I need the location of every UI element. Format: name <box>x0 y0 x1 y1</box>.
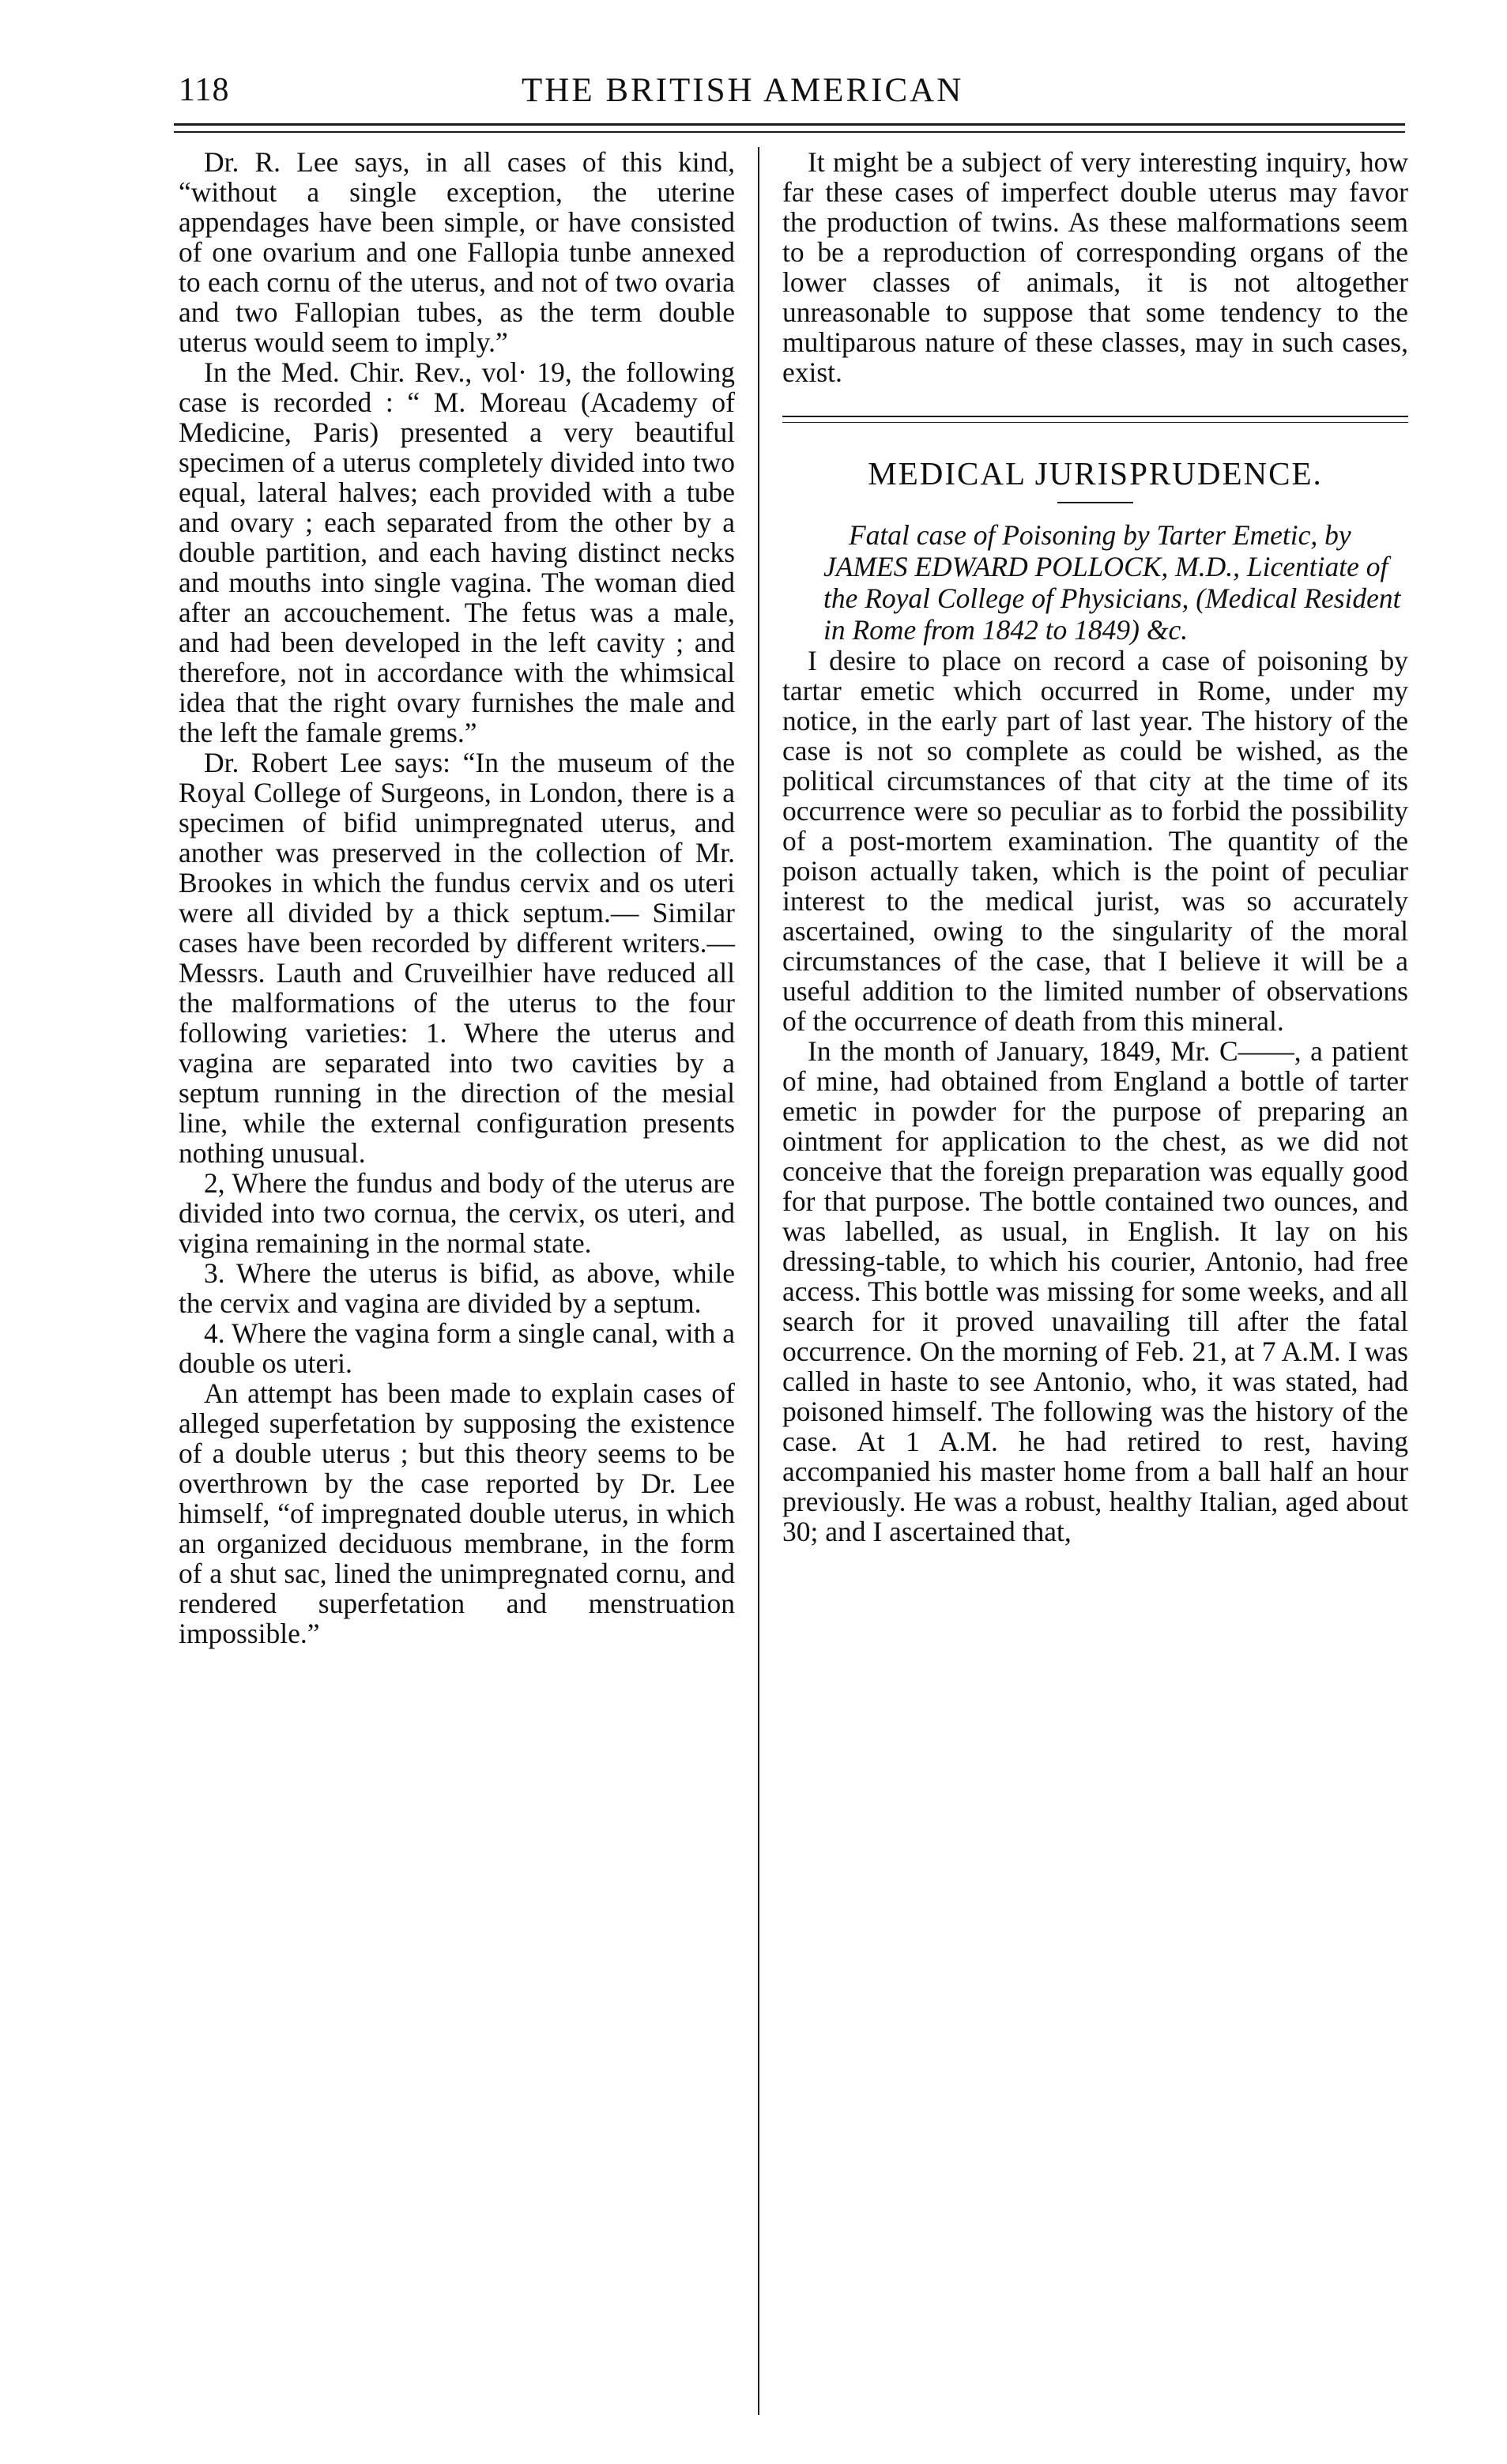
left-paragraph: An attempt has been made to explain cases of alleged superfetation by supposing the existence of a double uterus ; but this theory seems to be overthrown by the case reported by Dr. Lee himself, “of impregnated double uterus, in which an organized deciduous membrane, in the form of a shut sac, lined the unimpregnated cornu, and rendered superfetation and menstruation impossible.” <box>179 1377 735 1649</box>
left-paragraph: 4. Where the vagina form a single canal, with a double os uteri. <box>179 1317 735 1379</box>
left-paragraph: 2, Where the fundus and body of the uterus are divided into two cornua, the cervix, os uteri, and vigina remaining in the normal state. <box>179 1167 735 1259</box>
running-title: THE BRITISH AMERICAN <box>522 72 964 109</box>
article-paragraph: In the month of January, 1849, Mr. C——, a patient of mine, had obtained from England a bottle of tarter emetic in powder for the purpose of preparing an ointment for application to the chest, as we did not conceive that the foreign preparation was equally good for that purpose. The bottle contained two ounces, and was labelled, as usual, in English. It lay on his dressing-table, to which his courier, Antonio, had free access. This bottle was missing for some weeks, and all search for it proved unavailing till after the fatal occurrence. On the morning of Feb. 21, at 7 A.M. I was called in haste to see Antonio, who, it was stated, had poisoned himself. The following was the history of the case. At 1 A.M. he had retired to rest, having accompanied his master home from a ball half an hour previously. He was a robust, healthy Italian, aged about 30; and I ascertained that, <box>782 1035 1408 1547</box>
article-paragraph: I desire to place on record a case of poisoning by tartar emetic which occurred in Rome, under my notice, in the early part of last year. The history of the case is not so complete as could be wished, as the political circumstances of that city at the time of its occurrence were so peculiar as to forbid the possibility of a post-mortem examination. The quantity of the poison actually taken, which is the point of peculiar interest to the medical jurist, was so accurately ascertained, owing to the singularity of the moral circumstances of the case, that I believe it will be a useful addition to the limited number of observations of the occurrence of death from this mineral. <box>782 645 1408 1037</box>
section-divider-thin <box>782 422 1408 423</box>
left-paragraph: In the Med. Chir. Rev., vol· 19, the following case is recorded : “ M. Moreau (Academy of Medicine, Paris) presented a very beautiful specimen of a uterus completely divided into two equal, lateral halves; each provided with a tube and ovary ; each separated from the other by a double partition, and each having distinct necks and mouths into single vagina. The woman died after an accouchement. The fetus was a male, and had been developed in the left cavity ; and therefore, not in accordance with the whimsical idea that the right ovary furnishes the male and the left the famale grems.” <box>179 356 735 748</box>
left-paragraph: Dr. R. Lee says, in all cases of this kind, “without a single exception, the uterine appendages have been simple, or have consisted of one ovarium and one Fallopia tunbe annexed to each cornu of the uterus, and not of two ovaria and two Fallopian tubes, as the term double uterus would seem to imply.” <box>179 146 735 358</box>
page-header <box>0 71 1507 119</box>
article-body <box>782 646 1408 1547</box>
left-paragraph: Dr. Robert Lee says: “In the museum of the Royal College of Surgeons, in London, there is a specimen of bifid unimpregnated uterus, and another was preserved in the collection of Mr. Brookes in which the fundus cervix and os uteri were all divided by a thick septum.— Similar cases have been recorded by different writers.—Messrs. Lauth and Cruveilhier have reduced all the malformations of the uterus to the four following varieties: 1. Where the uterus and vagina are separated into two cavities by a septum running in the direction of the mesial line, while the external configuration presents nothing unusual. <box>179 747 735 1169</box>
header-rule-thick <box>174 123 1405 126</box>
section-heading: MEDICAL JURISPRUDENCE. <box>868 455 1323 492</box>
right-column <box>782 147 1408 1547</box>
left-paragraph: 3. Where the uterus is bifid, as above, while the cervix and vagina are divided by a septum. <box>179 1257 735 1319</box>
section-divider-thick <box>782 416 1408 417</box>
header-rule-thin <box>174 131 1405 133</box>
article-title: Fatal case of Poisoning by Tarter Emetic, by JAMES EDWARD POLLOCK, M.D., Licentiate of the Royal College of Physicians, (Medical Resident in Rome from 1842 to 1849) &c. <box>823 519 1401 646</box>
continuation-paragraph: It might be a subject of very interesting inquiry, how far these cases of imperfect double uterus may favor the production of twins. As these malformations seem to be a reproduction of corresponding organs of the lower classes of animals, it is not altogether unreasonable to suppose that some tendency to the multiparous nature of these classes, may in such cases, exist. <box>782 146 1408 388</box>
heading-underline <box>1057 502 1133 503</box>
column-divider <box>758 147 759 2415</box>
page-number: 118 <box>179 72 230 108</box>
left-column <box>179 147 735 1648</box>
